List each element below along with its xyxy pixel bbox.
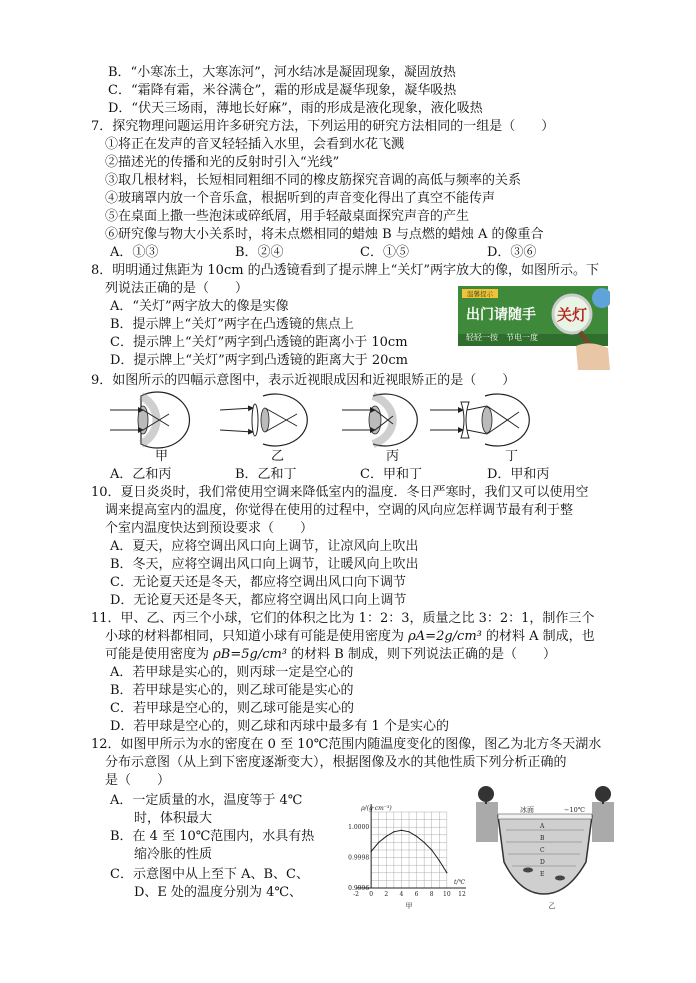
lake-temp-label: −10℃ [564,806,585,814]
q10-option-d: D．无论夏天还是冬天，都应将空调出风口向上调节 [110,593,407,608]
y-tick-label: 0.9998 [348,854,370,862]
layer-a: A [540,823,545,830]
q8-option-d: D．提示牌上“关灯”两字到凸透镜的距离大于 20cm [110,353,408,368]
q11-option-d: D．若甲球是空心的，则乙球和丙球中最多有 1 个是实心的 [110,719,449,734]
q10-stem-line3: 个室内温度快达到预设要求（ ） [105,521,314,536]
q9-label-yi: 乙 [271,449,285,464]
q10-stem-line2: 调来提高室内的温度，你觉得在使用的过程中，空调的风向应怎样调节最有利于整 [105,503,574,518]
y-tick-label: 0.9996 [348,885,370,892]
chart-y-label: ρ/(g·cm⁻³) [361,805,392,812]
q8-stem-line2: 列说法正确的是（ ） [105,281,249,296]
q11-stem-line2 [105,628,595,646]
q10-option-a: A．夏天，应将空调出风口向上调节，让凉风向上吹出 [110,539,419,554]
lake-basin [498,816,592,894]
eye-diagram-bing [342,394,417,446]
chart-x-label: t/℃ [454,879,466,886]
q11-option-c: C．若甲球是空心的，则乙球可能是实心的 [110,701,354,716]
ice-layer [498,814,592,819]
density-point [408,831,409,832]
q12-option-b-line2: 缩冷胀的性质 [134,847,213,862]
q7-item-2: ②描述光的传播和光的反射时引入“光线” [105,155,340,170]
eye-diagram-jia [110,392,189,448]
lake-surface-label: 冰面 [520,806,534,814]
q7-option-c: C．①⑤ [360,245,409,260]
q7-item-3: ③取几根材料，长短相同粗细不同的橡皮筋探究音调的高低与频率的关系 [105,173,522,188]
density-point [416,836,417,837]
density-point [401,830,402,831]
density-point [386,836,387,837]
q11-stem-line2-part2: 的材料 A 制成，也 [481,629,595,644]
q6-option-d: D．“伏天三场雨，薄地长好麻”，雨的形成是液化现象，液化吸热 [108,101,483,116]
q12-option-b-line1: B．在 4 至 10℃范围内，水具有热 [110,829,315,844]
layer-c: C [540,847,545,854]
q9-option-c: C．甲和丁 [360,467,422,482]
rho-b-value: ρB=5g/cm³ [213,647,288,662]
lake-bank-left [476,802,498,842]
density-point [446,872,447,873]
q6-option-c: C．“霜降有霜，米谷满仓”，霜的形成是凝华现象，凝华吸热 [108,83,457,98]
q7-stem: 7．探究物理问题运用许多研究方法，下列运用的研究方法相同的一组是（ ） [91,119,555,134]
hand-icon [576,343,610,370]
x-tick-label: 4 [399,891,404,898]
q9-option-a: A．乙和丙 [110,467,172,482]
q9-label-ding: 丁 [505,449,519,464]
q9-option-d: D．甲和丙 [487,467,550,482]
q8-option-c: C．提示牌上“关灯”两字到凸透镜的距离小于 10cm [110,335,408,350]
q11-stem-line2-part1: 小球的材料都相同，只知道小球有可能是使用密度为 [105,629,409,644]
x-tick-label: -2 [353,891,359,898]
q12-option-c-line2: D、E 处的温度分别为 4℃、 [134,885,302,900]
q9-label-jia: 甲 [155,449,169,464]
density-chart [322,796,472,912]
lake-caption: 乙 [548,902,556,910]
eye-diagram-ding [430,394,529,446]
q8-option-b: B．提示牌上“关灯”两字在凸透镜的焦点上 [110,317,354,332]
x-tick-label: 0 [369,891,374,898]
q9-label-bing: 丙 [386,449,400,464]
density-point [424,842,425,843]
q7-item-5: ⑤在桌面上撒一些泡沫或碎纸屑，用手轻敲桌面探究声音的产生 [105,209,470,224]
q12-stem-line3: 是（ ） [105,773,171,788]
q11-stem-line3-part2: 的材料 B 制成，则下列说法正确的是（ ） [287,647,556,662]
q7-item-6: ⑥研究像与物大小关系时，将未点燃相同的蜡烛 B 与点燃的蜡烛 A 的像重合 [105,227,544,242]
fish-icon [523,868,533,873]
layer-d: D [540,859,545,866]
q9-stem: 9．如图所示的四幅示意图中，表示近视眼成因和近视眼矫正的是（ ） [91,373,516,388]
x-tick-label: 10 [443,891,451,898]
density-point [393,831,394,832]
eye-diagram-yi [220,394,307,446]
q8-stem-line1: 8．明明通过焦距为 10cm 的凸透镜看到了提示牌上“关灯”两字放大的像，如图所示。下 [91,263,599,278]
q9-option-b: B．乙和丁 [235,467,297,482]
chart-caption: 甲 [405,902,413,910]
sign-big-text: 关灯 [556,306,588,324]
fish-icon [555,876,565,881]
sign-tag: 温馨提示 [467,290,493,298]
sign-sub-text: 轻轻一按 节电一度 [466,333,538,342]
q11-stem-line3-part1: 可能是使用密度为 [105,647,214,662]
density-point [378,842,379,843]
q11-stem-line1: 11．甲、乙、丙三个小球，它们的体积之比为 1：2：3，质量之比 3：2：1，制作三个 [91,611,595,626]
q9-eye-diagrams [105,388,545,458]
q7-option-b: B．②④ [235,245,284,260]
q10-option-b: B．冬天，应将空调出风口向上调节，让暖风向上吹出 [110,557,419,572]
layer-b: B [540,835,545,842]
density-point [371,851,372,852]
chart-grid [371,812,447,888]
density-point [439,860,440,861]
chart-x-ticks [353,891,466,898]
x-tick-label: 12 [458,891,466,898]
q6-option-b: B．“小寒冻土，大寒冻河”，河水结冰是凝固现象，凝固放热 [108,65,456,80]
q8-sign-figure [458,286,610,370]
chart-y-ticks [348,824,369,892]
q7-option-a: A．①③ [110,245,159,260]
x-tick-label: 2 [384,891,389,898]
density-point [431,849,432,850]
layer-e: E [540,871,545,878]
q12-stem-line2: 分布示意图（从上到下密度逐渐变大），根据图像及水的其他性质下列分析正确的 [105,755,567,770]
q12-option-c-line1: C．示意图中从上至下 A、B、C、 [110,867,309,882]
q10-option-c: C．无论夏天还是冬天，都应将空调出风口向下调节 [110,575,406,590]
lake-diagram [476,782,614,912]
q12-stem-line1: 12．如图甲所示为水的密度在 0 至 10℃范围内随温度变化的图像，图乙为北方冬天湖水 [91,737,602,752]
q7-option-d: D．③⑥ [487,245,537,260]
q7-item-1: ①将正在发声的音叉轻轻插入水里，会看到水花飞溅 [105,137,405,152]
q8-option-a: A．“关灯”两字放大的像是实像 [110,299,289,314]
sign-main-text: 出门请随手 [466,307,536,323]
x-tick-label: 6 [414,891,419,898]
rho-a-value: ρA=2g/cm³ [408,629,482,644]
q11-stem-line3 [105,646,556,664]
y-tick-label: 1.0000 [348,824,370,832]
q12-option-a-line1: A．一定质量的水，温度等于 4℃ [110,793,303,808]
q7-item-4: ④玻璃罩内放一个音乐盒，根据听到的声音变化得出了真空不能传声 [105,191,496,206]
x-tick-label: 8 [429,891,434,898]
q10-stem-line1: 10．夏日炎炎时，我们常使用空调来降低室内的温度．冬日严寒时，我们又可以使用空 [91,485,589,500]
q11-option-b: B．若甲球是实心的，则乙球可能是实心的 [110,683,354,698]
q12-option-a-line2: 时，体积最大 [134,811,213,826]
lake-bank-right [592,802,614,842]
q11-option-a: A．若甲球是实心的，则丙球一定是空心的 [110,665,354,680]
